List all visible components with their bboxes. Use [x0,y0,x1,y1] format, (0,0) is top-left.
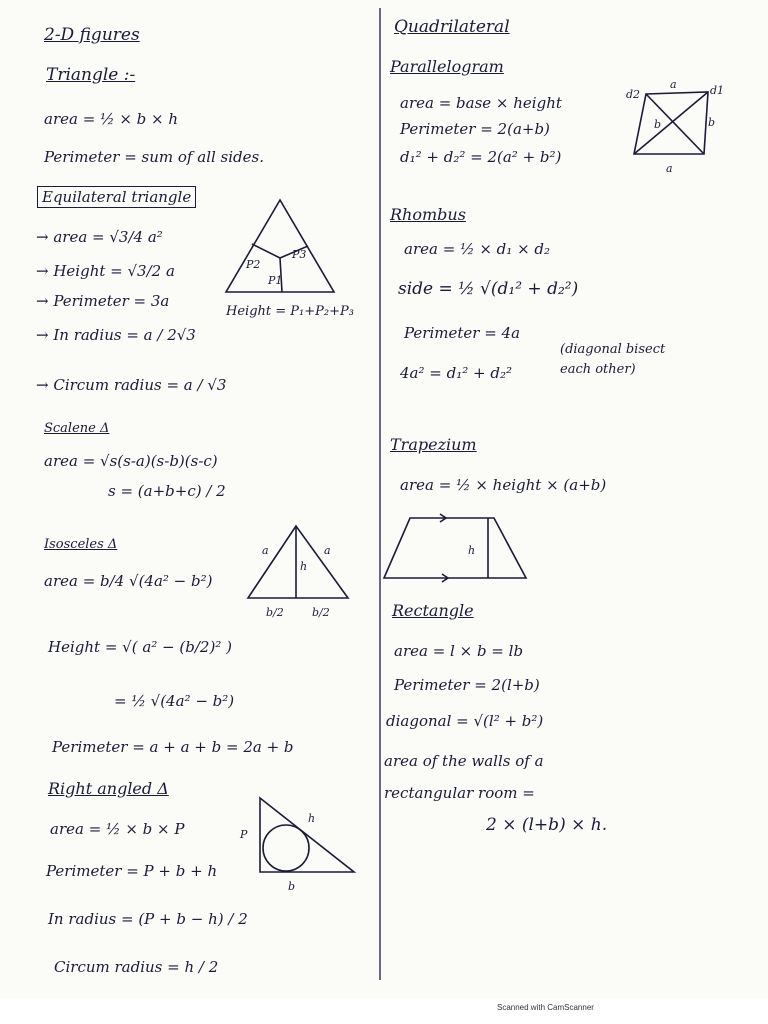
rectangle-walls-line2: rectangular room = [384,784,535,802]
left-title: 2-D figures [44,25,140,45]
scalene-heading: Scalene Δ [44,421,110,436]
isosceles-label-b2-right: b/2 [312,606,330,619]
scalene-area: area = √s(s-a)(s-b)(s-c) [44,452,218,470]
isosceles-height-1: Height = √( a² − (b/2)² ) [48,638,232,656]
right-triangle-shape [260,798,354,872]
footer [0,998,768,1024]
equilateral-label-p2: P2 [246,258,261,271]
parallelogram-label-b-right: b [708,116,716,129]
rectangle-diagonal: diagonal = √(l² + b²) [386,712,544,730]
rectangle-heading: Rectangle [392,601,474,620]
equilateral-perimeter: → Perimeter = 3a [36,292,170,310]
right-triangle-label-p: P [240,828,248,841]
isosceles-triangle-shape [248,526,348,598]
isosceles-height-2: = ½ √(4a² − b²) [114,692,235,710]
parallelogram-heading: Parallelogram [390,57,504,76]
parallelogram-figure [624,78,725,178]
parallelogram-label-d2: d2 [626,88,641,101]
rectangle-perimeter: Perimeter = 2(l+b) [394,676,540,694]
equilateral-height-note: Height = P₁+P₂+P₃ [226,304,354,319]
parallelogram-area: area = base × height [400,94,562,112]
rectangle-walls-line3: 2 × (l+b) × h. [486,815,608,835]
isosceles-label-h: h [300,560,308,573]
scalene-s: s = (a+b+c) / 2 [108,482,226,500]
triangle-area: area = ½ × b × h [44,110,179,128]
equilateral-height: → Height = √3/2 a [36,262,175,280]
trapezium-heading: Trapezium [390,435,477,454]
trapezium-parallel-arrows [440,514,448,582]
isosceles-perimeter: Perimeter = a + a + b = 2a + b [52,738,294,756]
isosceles-area: area = b/4 √(4a² − b²) [44,572,213,590]
scanner-watermark: Scanned with CamScanner [497,1003,594,1012]
trapezium-figure [382,512,532,582]
parallelogram-label-a-top: a [670,78,677,91]
isosceles-label-a-right: a [324,544,331,557]
trapezium-shape [384,518,526,578]
rectangle-area: area = l × b = lb [394,642,524,660]
equilateral-heading: Equilateral triangle [37,186,196,208]
right-angled-area: area = ½ × b × P [50,820,185,838]
equilateral-area: → area = √3/4 a² [36,228,163,246]
parallelogram-perimeter: Perimeter = 2(a+b) [400,120,550,138]
rhombus-heading: Rhombus [390,205,466,224]
triangle-perimeter: Perimeter = sum of all sides. [44,148,264,166]
trapezium-label-h: h [468,544,476,557]
right-angled-perimeter: Perimeter = P + b + h [46,862,218,880]
rhombus-relation: 4a² = d₁² + d₂² [400,364,512,382]
right-title: Quadrilateral [394,17,510,37]
isosceles-label-a-left: a [262,544,269,557]
rhombus-perimeter: Perimeter = 4a [404,324,521,342]
trapezium-area: area = ½ × height × (a+b) [400,476,607,494]
parallelogram-label-d1: d1 [710,84,725,97]
rhombus-side: side = ½ √(d₁² + d₂²) [398,279,579,299]
rhombus-area: area = ½ × d₁ × d₂ [404,240,551,258]
rectangle-walls-line1: area of the walls of a [384,752,544,770]
isosceles-triangle-figure [244,522,356,622]
parallelogram-diagonals: d₁² + d₂² = 2(a² + b²) [400,148,562,166]
isosceles-heading: Isosceles Δ [44,537,118,552]
equilateral-triangle-figure [222,196,342,296]
equilateral-circumradius: → Circum radius = a / √3 [36,376,227,394]
isosceles-label-b2-left: b/2 [266,606,284,619]
right-triangle-incircle [263,825,309,871]
right-triangle-label-h: h [308,812,316,825]
right-angled-circumradius: Circum radius = h / 2 [54,958,219,976]
triangle-heading: Triangle :- [46,65,136,85]
equilateral-label-p3: P3 [292,248,307,261]
right-triangle-label-b: b [288,880,296,893]
parallelogram-label-a-bottom: a [666,162,673,175]
equilateral-inradius: → In radius = a / 2√3 [36,326,196,344]
column-divider [379,8,381,980]
right-angled-inradius: In radius = (P + b − h) / 2 [48,910,248,928]
right-angled-heading: Right angled Δ [48,779,169,798]
parallelogram-label-b-left: b [654,118,662,131]
right-triangle-figure [240,792,362,892]
equilateral-label-p1: P1 [268,274,283,287]
rhombus-note: (diagonal bisect each other) [560,342,666,377]
